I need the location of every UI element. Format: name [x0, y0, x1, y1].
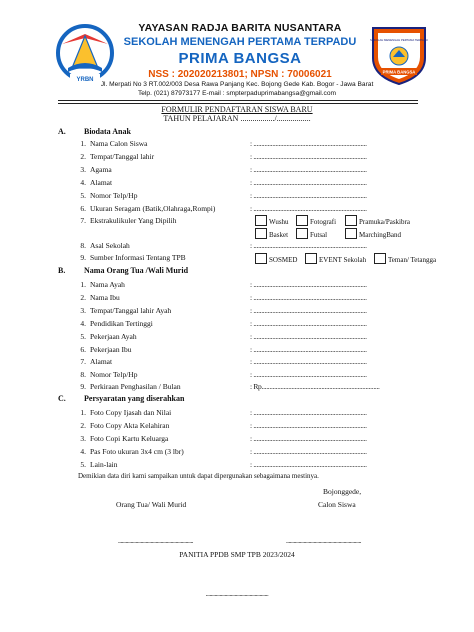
item-label: Lain-lain	[90, 460, 118, 469]
checkbox[interactable]	[255, 253, 267, 264]
item-number: 1.	[80, 408, 86, 417]
item-number: 4.	[80, 178, 86, 187]
option-futsal[interactable]: Futsal	[296, 228, 327, 239]
checkbox[interactable]	[255, 228, 267, 239]
item-label: Nama Ibu	[90, 293, 120, 302]
school-address: Jl. Merpati No 3 RT.002/003 Desa Rawa Panjang Kec. Bojong Gede Kab. Bogor - Jawa Barat	[100, 81, 374, 88]
item-label: Tempat/Tanggal lahir Ayah	[90, 306, 172, 315]
checkbox[interactable]	[305, 253, 317, 264]
form-title: FORMULIR PENDAFTARAN SISWA BARU	[161, 105, 313, 114]
item-label: Foto Copy Akta Kelahiran	[90, 421, 170, 430]
option-sosmed[interactable]: SOSMED	[255, 253, 297, 264]
foundation-name: YAYASAN RADJA BARITA NUSANTARA	[138, 22, 342, 34]
item-label: Agama	[90, 165, 112, 174]
item-label: Ukuran Seragam (Batik,Olahraga,Rompi)	[90, 204, 216, 213]
option-event-sekolah[interactable]: EVENT Sekolah	[305, 253, 366, 264]
item-label: Tempat/Tanggal lahir	[90, 152, 155, 161]
fill-line[interactable]: : ........................................................................	[250, 280, 367, 289]
item-label: Nama Ayah	[90, 280, 125, 289]
item-number: 5.	[80, 191, 86, 200]
fill-line[interactable]: : ........................................................................	[250, 152, 367, 161]
item-number: 1.	[80, 280, 86, 289]
header-divider-thin	[58, 103, 418, 104]
item-number: 3.	[80, 434, 86, 443]
shield-bottom-text: PRIMA BANGSA	[382, 69, 416, 75]
item-label: Pas Foto ukuran 3x4 cm (3 lbr)	[90, 447, 184, 456]
item-number: 8.	[80, 370, 86, 379]
checkbox[interactable]	[345, 228, 357, 239]
item-number: 6.	[80, 204, 86, 213]
item-number: 2.	[80, 152, 86, 161]
option-marchingband[interactable]: MarchingBand	[345, 228, 401, 239]
item-number: 4.	[80, 319, 86, 328]
item-label: Asal Sekolah	[90, 241, 130, 250]
fill-line[interactable]: : ........................................................................	[250, 241, 367, 250]
option-teman-tetangga[interactable]: Teman/ Tetangga	[374, 253, 436, 264]
item-number: 1.	[80, 139, 86, 148]
checkbox[interactable]	[255, 215, 267, 226]
fill-line[interactable]: : ........................................................................	[250, 447, 367, 456]
nss-npsn: NSS : 202020213801; NPSN : 70006021	[148, 69, 332, 80]
fill-line[interactable]: : ........................................................................	[250, 204, 367, 213]
parent-signature-line[interactable]: ............................................................	[118, 537, 193, 545]
school-name: SEKOLAH MENENGAH PERTAMA TERPADU	[123, 36, 357, 48]
fill-line[interactable]: : ........................................................................	[250, 421, 367, 430]
option-fotografi[interactable]: Fotografi	[296, 215, 336, 226]
item-label: Ekstrakulikuler Yang Dipilih	[90, 216, 177, 225]
item-label: Perkiraan Penghasilan / Bulan	[90, 382, 181, 391]
section-b-heading: B. Nama Orang Tua /Wali Murid	[58, 266, 189, 275]
item-label: Nomor Telp/Hp	[90, 370, 138, 379]
fill-line[interactable]: : ........................................................................	[250, 357, 367, 366]
item-label: Pekerjaan Ibu	[90, 345, 132, 354]
fill-line[interactable]: : ........................................................................	[250, 460, 367, 469]
option-pramuka[interactable]: Pramuka/Paskibra	[345, 215, 410, 226]
fill-line[interactable]: : ........................................................................	[250, 178, 367, 187]
item-number: 9.	[80, 382, 86, 391]
item-label: Foto Copi Kartu Keluarga	[90, 434, 169, 443]
item-number: 3.	[80, 165, 86, 174]
item-label: Pekerjaan Ayah	[90, 332, 137, 341]
fill-line[interactable]: : ........................................................................	[250, 408, 367, 417]
fill-line[interactable]: : Rp...........................................................................	[250, 382, 380, 391]
item-number: 5.	[80, 460, 86, 469]
committee-label: PANITIA PPDB SMP TPB 2023/2024	[179, 550, 295, 559]
checkbox[interactable]	[374, 253, 386, 264]
item-label: Nama Calon Siswa	[90, 139, 148, 148]
checkbox[interactable]	[296, 215, 308, 226]
school-contact: Telp. (021) 87973177 E-mail : smpterpaduprimabangsa@gmail.com	[137, 90, 336, 97]
item-number: 6.	[80, 345, 86, 354]
signing-place: Bojonggede,	[323, 487, 362, 496]
item-number: 8.	[80, 241, 86, 250]
fill-line[interactable]: : ........................................................................	[250, 139, 367, 148]
item-number: 5.	[80, 332, 86, 341]
checkbox[interactable]	[296, 228, 308, 239]
item-label: Alamat	[90, 178, 113, 187]
fill-line[interactable]: : ........................................................................	[250, 306, 367, 315]
item-label: Sumber Informasi Tentang TPB	[90, 253, 186, 262]
fill-line[interactable]: : ........................................................................	[250, 370, 367, 379]
option-wushu[interactable]: Wushu	[255, 215, 289, 226]
item-label: Alamat	[90, 357, 113, 366]
fill-line[interactable]: : ........................................................................	[250, 332, 367, 341]
option-basket[interactable]: Basket	[255, 228, 288, 239]
yrbn-logo-text: YRBN	[76, 77, 94, 83]
student-signature-label: Calon Siswa	[318, 500, 356, 509]
item-number: 2.	[80, 421, 86, 430]
section-c-heading: C. Persyaratan yang diserahkan	[58, 394, 185, 403]
fill-line[interactable]: : ........................................................................	[250, 319, 367, 328]
student-signature-line[interactable]: ............................................................	[286, 537, 361, 545]
item-number: 4.	[80, 447, 86, 456]
checkbox[interactable]	[345, 215, 357, 226]
fill-line[interactable]: : ........................................................................	[250, 191, 367, 200]
shield-top-text: SEKOLAH MENENGAH PERTAMA TERPADU	[370, 38, 428, 42]
fill-line[interactable]: : ........................................................................	[250, 293, 367, 302]
item-label: Nomor Telp/Hp	[90, 191, 138, 200]
brand-name: PRIMA BANGSA	[178, 50, 302, 67]
section-a-heading: A. Biodata Anak	[58, 127, 131, 136]
fill-line[interactable]: : ........................................................................	[250, 345, 367, 354]
committee-signature-line[interactable]: ..................................................	[205, 590, 269, 598]
item-number: 7.	[80, 357, 86, 366]
prima-bangsa-shield-logo	[369, 24, 429, 86]
item-number: 7.	[80, 216, 86, 225]
item-label: Foto Copy Ijasah dan Nilai	[90, 408, 172, 417]
header-divider-thick	[58, 100, 418, 101]
parent-signature-label: Orang Tua/ Wali Murid	[116, 500, 187, 509]
item-number: 2.	[80, 293, 86, 302]
declaration: Demikian data diri kami sampaikan untuk dapat dipergunakan sebagaimana mestinya.	[78, 472, 319, 480]
fill-line[interactable]: : ........................................................................	[250, 434, 367, 443]
item-number: 9.	[80, 253, 86, 262]
item-label: Pendidikan Tertinggi	[90, 319, 153, 328]
academic-year: TAHUN PELAJARAN ................./.................	[163, 114, 311, 123]
yrbn-logo	[52, 24, 118, 86]
fill-line[interactable]: : ........................................................................	[250, 165, 367, 174]
item-number: 3.	[80, 306, 86, 315]
